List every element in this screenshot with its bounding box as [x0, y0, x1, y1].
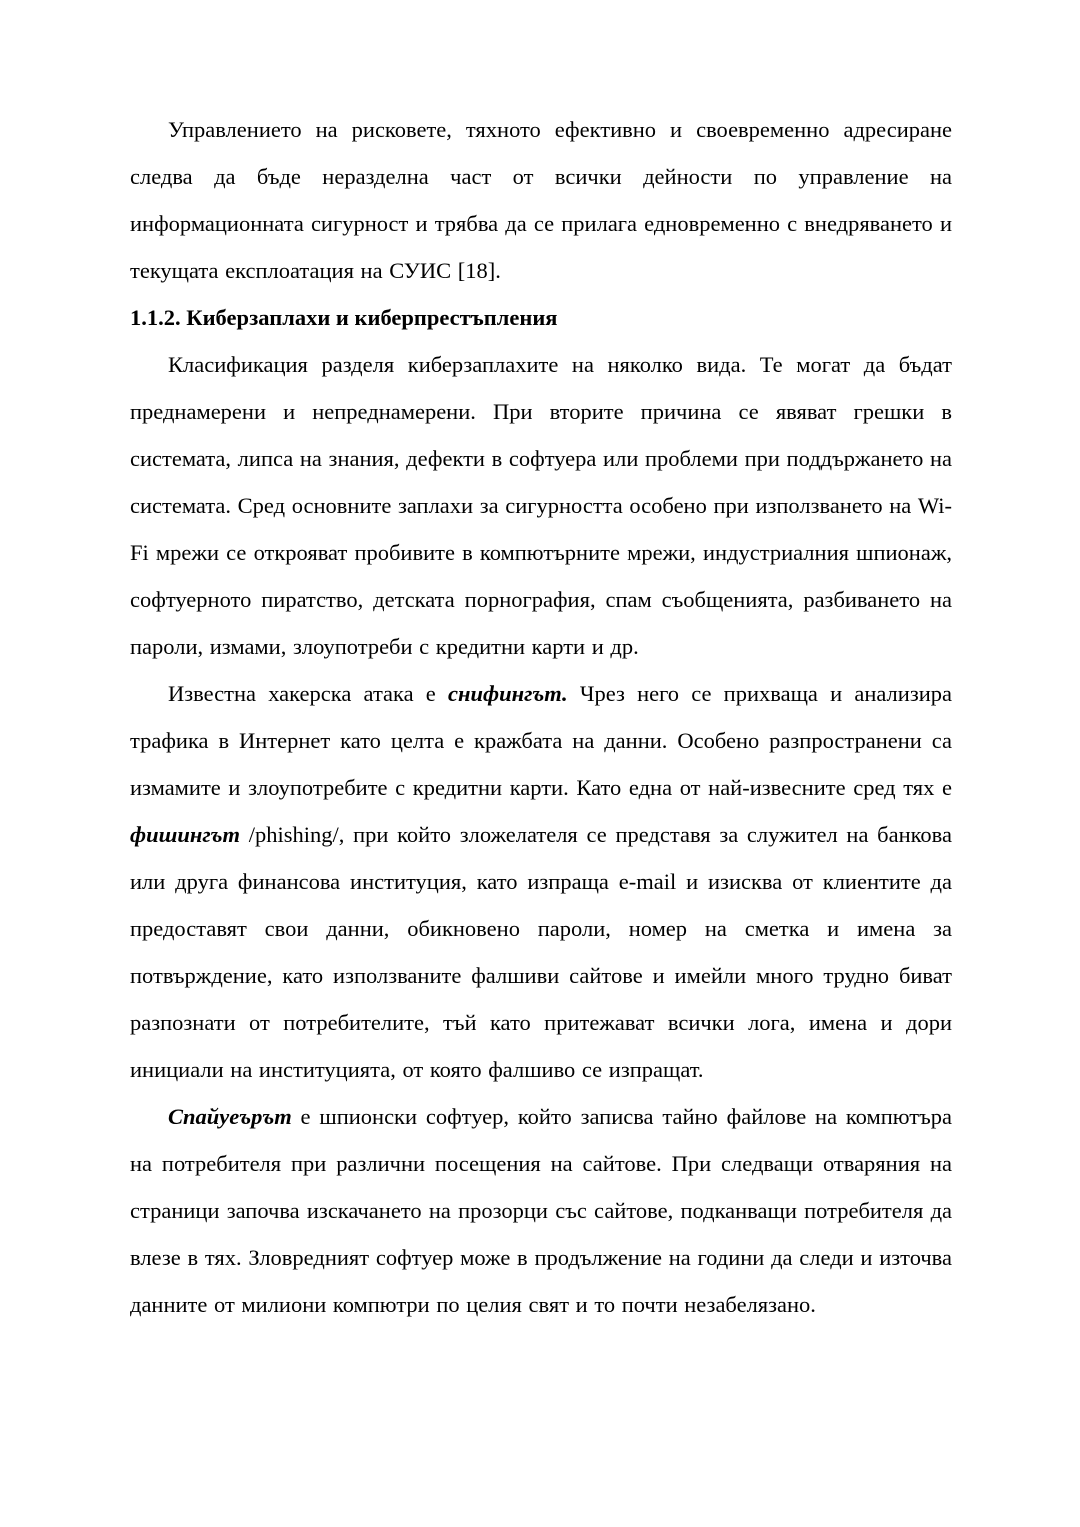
text-run-emphasis: фишингът: [130, 822, 241, 847]
paragraph-classification: [130, 341, 952, 670]
paragraph-sniffing-phishing: [130, 670, 952, 1093]
text-run: Чрез него се прихваща и анализира трафика в Интернет като целта е кражбата на данни. Особено разпространени са измамите и злоупотребите с кредитни карти. Като една от най-извесните сред тях е: [130, 681, 952, 800]
text-run-emphasis: снифингът.: [448, 681, 568, 706]
text-run-emphasis: Спайуеърът: [168, 1104, 292, 1129]
text-run: /phishing/, при който зложелателя се представя за служител на банкова или друга финансова институция, като изпраща e-mail и изисква от клиентите да предоставят свои данни, обикновено пароли, номер на сметка и имена за потвърждение, като използваните фалшиви сайтове и имейли много трудно биват разпознати от потребителите, тъй като притежават всички лога, имена и дори инициали на институцията, от която фалшиво се изпращат.: [130, 822, 952, 1082]
text-run: е шпионски софтуер, който записва тайно файлове на компютъра на потребителя при различни посещения на сайтове. При следващи отваряния на страници започва изскачането на прозорци със сайтове, подканващи потребителя да влезе в тях. Зловредният софтуер може в продължение на години да следи и източва данните от милиони компютри по целия свят и то почти незабелязано.: [130, 1104, 952, 1317]
paragraph-risk-management: [130, 106, 952, 294]
text-run: Известна хакерска атака е: [168, 681, 448, 706]
text-run: Управлението на рисковете, тяхното ефективно и своевременно адресиране следва да бъде неразделна част от всички дейности по управление на информационната сигурност и трябва да се прилага едновременно с внедряването и текущата експлоатация на СУИС [18].: [130, 117, 952, 283]
paragraph-spyware: [130, 1093, 952, 1328]
section-heading: 1.1.2. Киберзаплахи и киберпрестъпления: [130, 305, 558, 330]
text-run: Класификация разделя киберзаплахите на няколко вида. Те могат да бъдат преднамерени и непреднамерени. При вторите причина се явяват грешки в системата, липса на знания, дефекти в софтуера или проблеми при поддържането на системата. Сред основните заплахи за сигурността особено при използването на Wi-Fi мрежи се открояват пробивите в компютърните мрежи, индустриалния шпионаж, софтуерното пиратство, детската порнография, спам съобщенията, разбиването на пароли, измами, злоупотреби с кредитни карти и др.: [130, 352, 952, 659]
